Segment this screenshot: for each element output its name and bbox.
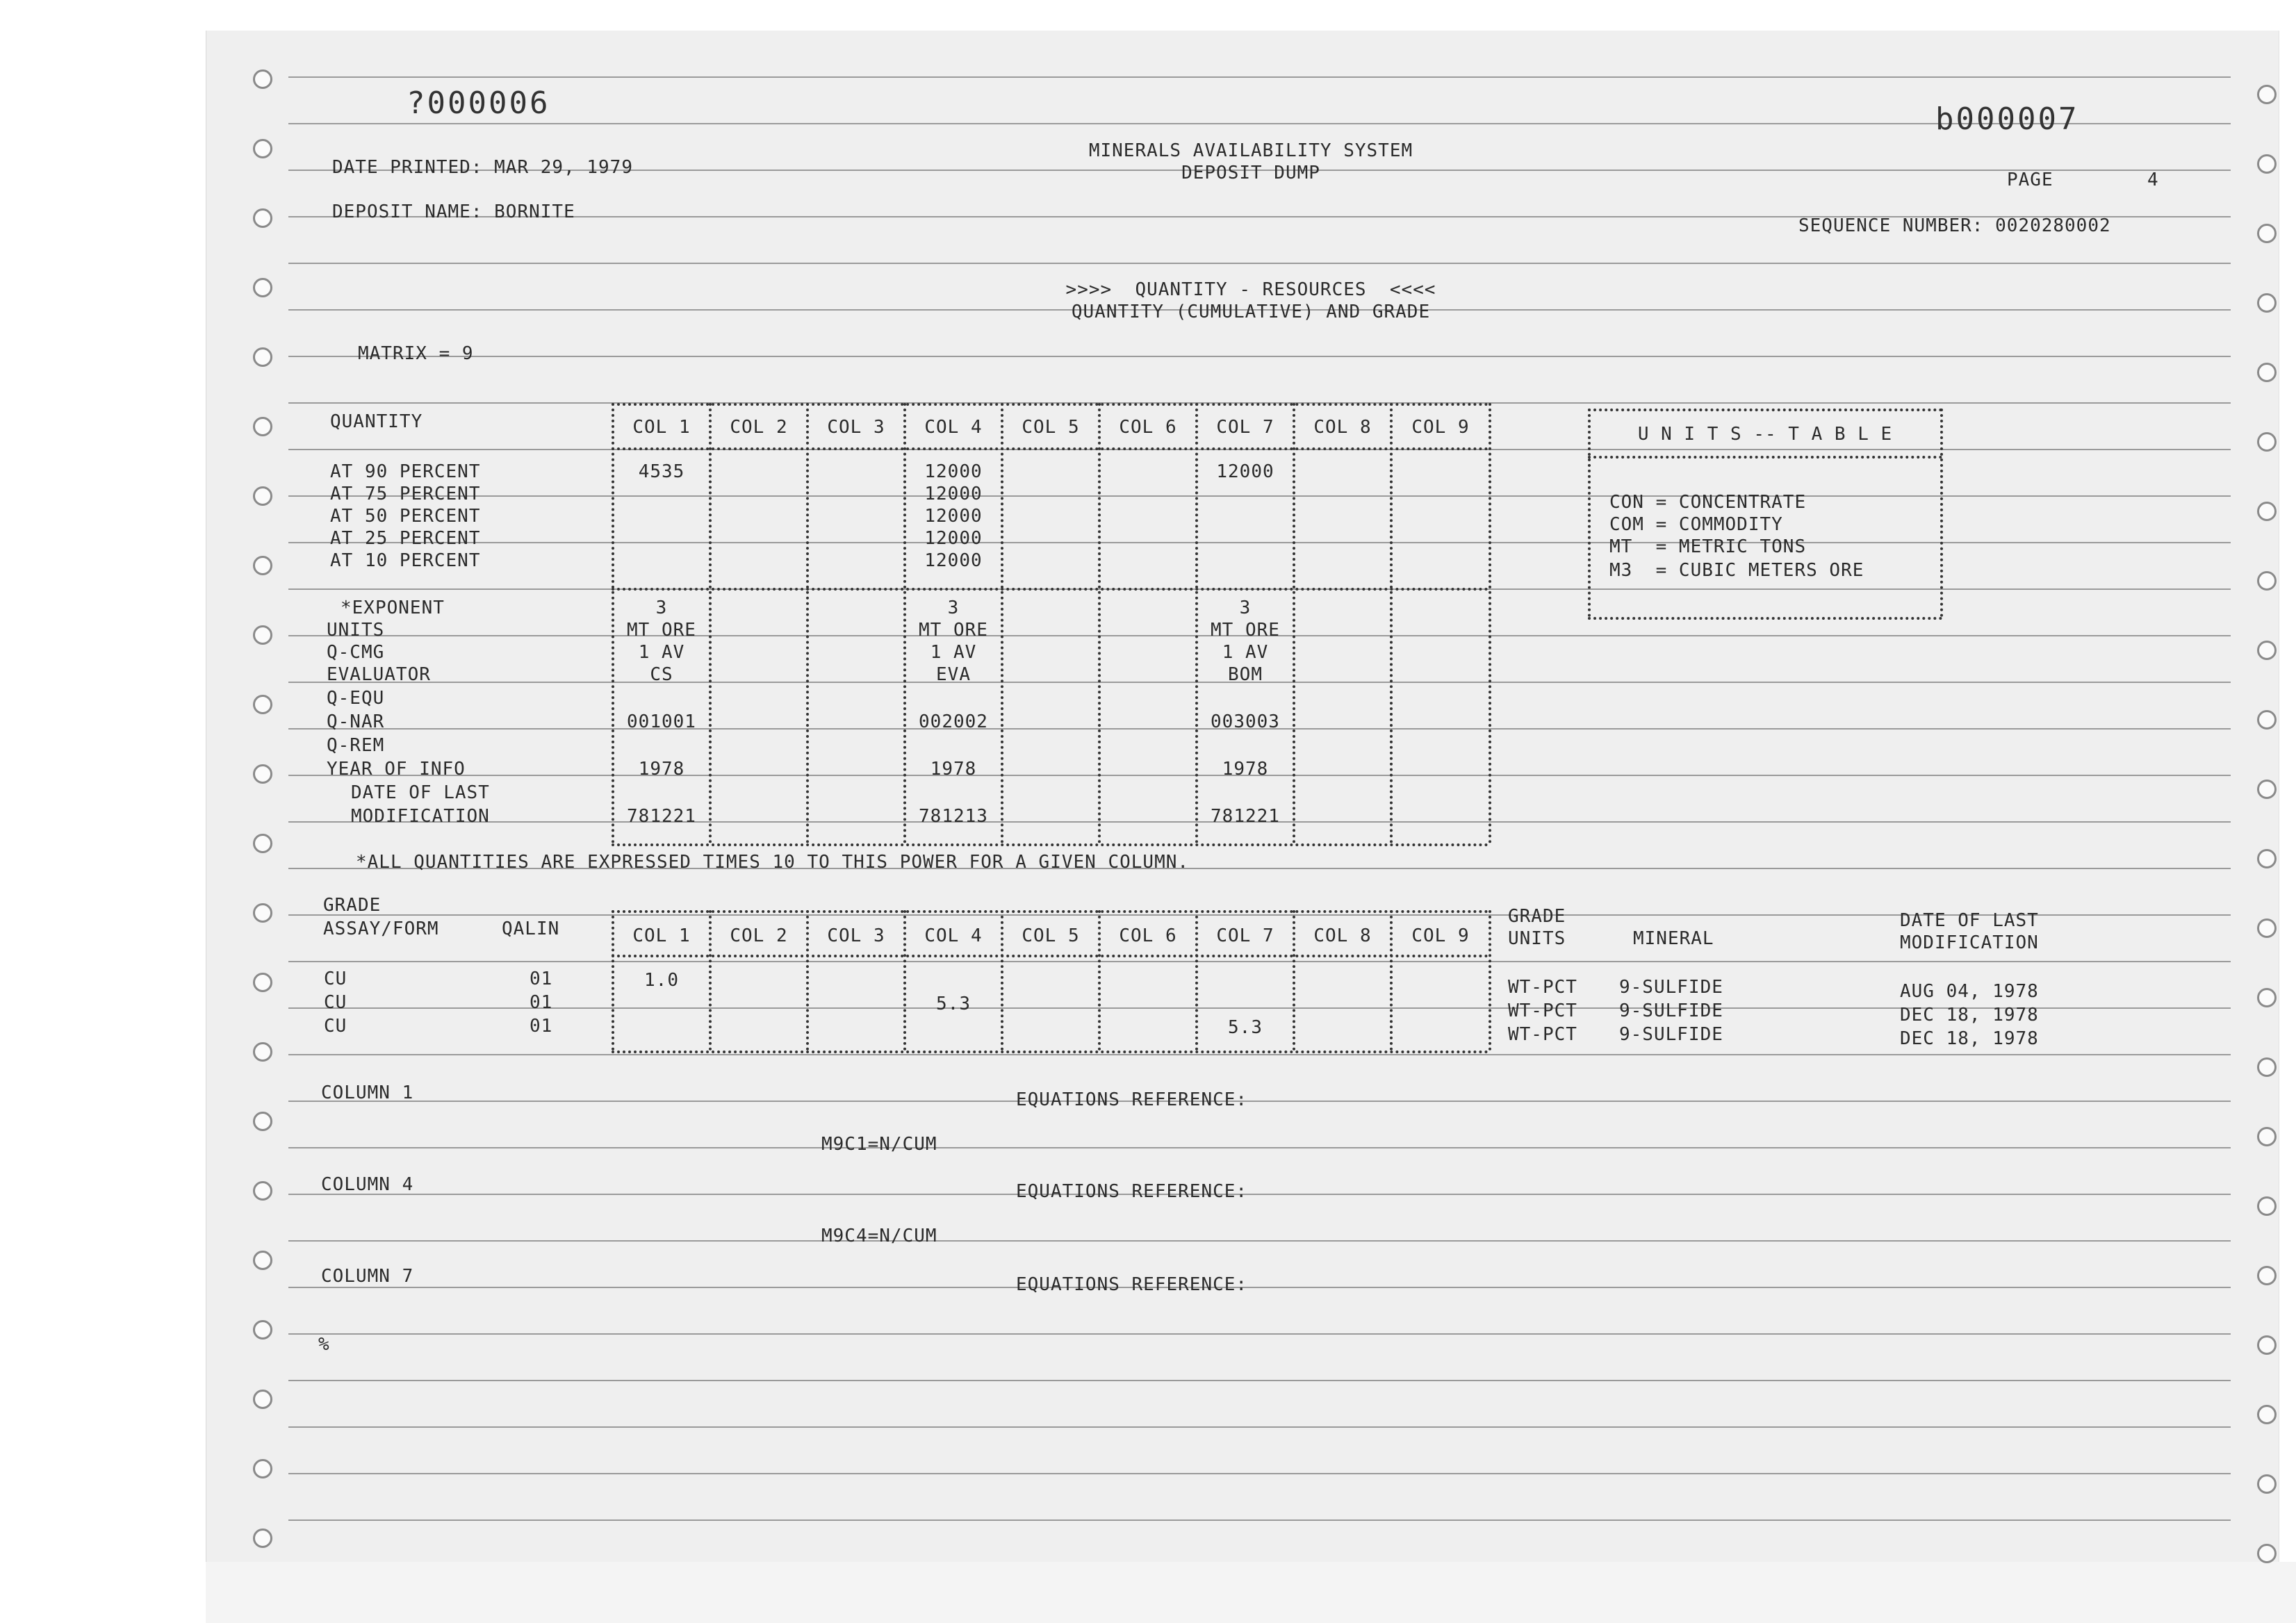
units-border-left [1588,409,1591,617]
grade-label: GRADE [323,895,382,916]
attribute-cell: 1 AV [638,642,685,663]
quantity-row-label: AT 90 PERCENT [330,461,481,482]
grade-column-header: COL 5 [1022,925,1080,946]
grade-column-header: COL 1 [632,925,691,946]
feed-hole-right [2257,710,2277,730]
grid-column-border [806,403,809,843]
units-entry: MT = METRIC TONS [1609,536,1807,557]
grid-rule-mid [612,588,1489,591]
ruled-line [288,1333,2231,1335]
quantity-row-label: AT 10 PERCENT [330,550,481,571]
column-header: COL 8 [1313,417,1372,438]
page-number: 4 [2147,170,2159,190]
feed-hole-right [2257,988,2277,1007]
units-table-title: U N I T S -- T A B L E [1637,424,1893,445]
units-label: UNITS [1508,928,1566,949]
feed-hole-left [253,903,272,923]
feed-hole-right [2257,1057,2277,1077]
grade-column-border [1195,910,1198,1051]
attribute-cell: 1978 [638,759,685,780]
grid-column-border [1098,403,1101,843]
column-header: COL 5 [1022,417,1080,438]
attribute-cell: 1 AV [930,642,977,663]
quantity-cell: 4535 [638,461,685,482]
feed-hole-left [253,1181,272,1201]
attribute-cell: CS [650,664,673,685]
mineral-label: MINERAL [1633,928,1714,949]
quantity-cell: 12000 [1216,461,1274,482]
grade-units: WT-PCT [1508,1000,1577,1021]
grid-column-border [1390,403,1393,843]
feed-hole-left [253,486,272,506]
attribute-cell: BOM [1228,664,1263,685]
attribute-cell: 3 [655,598,668,618]
stamp-number-left: ?000006 [407,85,550,121]
column-header: COL 9 [1411,417,1470,438]
system-title: MINERALS AVAILABILITY SYSTEM [1088,140,1413,161]
grade-rule-bottom [612,1051,1489,1053]
grade-units: WT-PCT [1508,1024,1577,1045]
feed-hole-left [253,764,272,784]
feed-hole-right [2257,293,2277,313]
grade-mineral: 9-SULFIDE [1619,1024,1723,1045]
feed-hole-left [253,1112,272,1131]
ruled-line [288,1519,2231,1521]
column-header: COL 6 [1119,417,1177,438]
column-header: COL 2 [730,417,788,438]
attribute-cell: MT ORE [919,620,988,641]
feed-hole-right [2257,363,2277,382]
attribute-cell: 1978 [1222,759,1269,780]
feed-hole-right [2257,641,2277,660]
attribute-cell: 1978 [930,759,977,780]
feed-hole-right [2257,849,2277,868]
grade-units: WT-PCT [1508,977,1577,998]
grade-cell: 1.0 [644,970,679,991]
grid-column-border [709,403,712,843]
attribute-cell: EVA [936,664,971,685]
grade-column-border [1489,910,1491,1051]
feed-hole-left [253,695,272,714]
feed-hole-right [2257,1196,2277,1216]
equation-formula-4: M9C4=N/CUM [821,1226,937,1246]
grade-qalin: 01 [530,969,553,989]
grade-column-border [1390,910,1393,1051]
ruled-line [288,961,2231,962]
feed-hole-right [2257,85,2277,104]
attribute-row-label: Q-NAR [327,711,385,732]
attribute-cell: 003003 [1211,711,1280,732]
ruled-line [288,356,2231,357]
date-printed: DATE PRINTED: MAR 29, 1979 [332,157,633,178]
grade-column-border [612,910,614,1051]
grid-column-border [612,403,614,843]
feed-hole-right [2257,571,2277,591]
grid-rule-bottom [612,843,1489,846]
end-mark: % [318,1334,330,1355]
feed-hole-left [253,625,272,645]
feed-hole-right [2257,1266,2277,1285]
equation-formula-1: M9C1=N/CUM [821,1134,937,1155]
feed-hole-left [253,208,272,228]
attribute-row-label: UNITS [327,620,385,641]
attribute-cell: MT ORE [1211,620,1280,641]
grid-column-border [1489,403,1491,843]
attribute-row-label: YEAR OF INFO [327,759,466,780]
column-header: COL 3 [827,417,885,438]
date-of-last-label: DATE OF LAST [1900,910,2039,931]
equation-label-7: EQUATIONS REFERENCE: [1016,1274,1248,1295]
quantity-row-label: AT 50 PERCENT [330,506,481,527]
feed-hole-left [253,417,272,436]
feed-hole-right [2257,432,2277,452]
quantity-cell: 12000 [924,506,983,527]
grade-column-border [1098,910,1101,1051]
units-entry: COM = COMMODITY [1609,514,1783,535]
ruled-line [288,1380,2231,1381]
feed-hole-left [253,1320,272,1340]
column-header: COL 7 [1216,417,1274,438]
feed-hole-left [253,1390,272,1409]
quantity-cell: 12000 [924,484,983,504]
units-border-right [1940,409,1943,617]
attribute-cell: 001001 [627,711,696,732]
section-title: >>>> QUANTITY - RESOURCES <<<< [1065,279,1436,300]
attribute-row-label: Q-EQU [327,688,385,709]
grade-assay: CU [324,992,347,1013]
feed-hole-left [253,1251,272,1270]
units-rule-header [1588,456,1942,459]
grade-column-header: COL 9 [1411,925,1470,946]
attribute-row-label: *EXPONENT [341,598,445,618]
equation-column-1: COLUMN 1 [321,1082,414,1103]
sheet-margin [206,1562,2296,1623]
grade-column-header: COL 6 [1119,925,1177,946]
grade-column-border [903,910,906,1051]
grade-date: DEC 18, 1978 [1900,1005,2039,1025]
ruled-line [288,1147,2231,1148]
ruled-line [288,1194,2231,1195]
grade-column-border [1001,910,1003,1051]
feed-hole-left [253,556,272,575]
feed-hole-right [2257,502,2277,521]
grade-column-header: COL 2 [730,925,788,946]
units-rule-bottom [1588,617,1942,620]
feed-hole-right [2257,1544,2277,1563]
feed-hole-left [253,347,272,367]
column-header: COL 4 [924,417,983,438]
grade-column-header: COL 4 [924,925,983,946]
grade-qalin: 01 [530,992,553,1013]
grade-column-header: COL 7 [1216,925,1274,946]
grade-column-border [1293,910,1295,1051]
feed-hole-left [253,139,272,158]
grade-rule-top [612,910,1489,913]
attribute-cell: 781213 [919,806,988,827]
attribute-cell: MT ORE [627,620,696,641]
feed-hole-left [253,1529,272,1548]
attribute-cell: 002002 [919,711,988,732]
feed-hole-right [2257,1474,2277,1494]
units-rule-top [1588,409,1942,411]
printout-sheet [206,31,2279,1562]
grade-cell: 5.3 [1228,1017,1263,1038]
stamp-number-right: b000007 [1935,101,2079,137]
attribute-cell: 3 [1239,598,1252,618]
grade-rule-header [612,955,1489,957]
units-entry: CON = CONCENTRATE [1609,492,1807,513]
grid-column-border [1195,403,1198,843]
equation-label-4: EQUATIONS REFERENCE: [1016,1181,1248,1202]
ruled-line [288,1473,2231,1474]
attribute-row-label: Q-CMG [327,642,385,663]
ruled-line [288,1054,2231,1055]
grade-column-header: COL 3 [827,925,885,946]
grade-cell: 5.3 [936,994,971,1014]
ruled-line [288,263,2231,264]
units-entry: M3 = CUBIC METERS ORE [1609,560,1864,581]
equation-column-7: COLUMN 7 [321,1266,414,1287]
ruled-line [288,76,2231,78]
feed-hole-left [253,834,272,853]
grade-mineral: 9-SULFIDE [1619,977,1723,998]
feed-hole-right [2257,918,2277,938]
deposit-name: DEPOSIT NAME: BORNITE [332,201,575,222]
grade-date: DEC 18, 1978 [1900,1028,2039,1049]
grade-column-border [709,910,712,1051]
assay-form-label: ASSAY/FORM [323,918,439,939]
quantity-row-label: AT 75 PERCENT [330,484,481,504]
sequence-number: SEQUENCE NUMBER: 0020280002 [1798,215,2111,236]
ruled-line [288,495,2231,497]
grade-mineral: 9-SULFIDE [1619,1000,1723,1021]
quantity-footnote: *ALL QUANTITIES ARE EXPRESSED TIMES 10 TO THIS POWER FOR A GIVEN COLUMN. [356,852,1190,873]
grid-rule-header [612,447,1489,450]
qalin-label: QALIN [502,918,560,939]
quantity-label: QUANTITY [330,411,423,432]
column-header: COL 1 [632,417,691,438]
grid-column-border [1001,403,1003,843]
grid-rule-top [612,403,1489,406]
feed-hole-left [253,278,272,297]
feed-hole-right [2257,1335,2277,1355]
attribute-cell: 781221 [627,806,696,827]
equation-label-1: EQUATIONS REFERENCE: [1016,1089,1248,1110]
feed-hole-right [2257,224,2277,243]
grade-date: AUG 04, 1978 [1900,981,2039,1002]
grade-column-border [806,910,809,1051]
report-name: DEPOSIT DUMP [1181,163,1320,183]
attribute-cell: 1 AV [1222,642,1269,663]
feed-hole-right [2257,780,2277,799]
matrix-label: MATRIX = 9 [358,343,474,364]
grade-assay: CU [324,1016,347,1037]
feed-hole-left [253,973,272,992]
ruled-line [288,1287,2231,1288]
attribute-row-label: EVALUATOR [327,664,431,685]
grid-column-border [1293,403,1295,843]
quantity-cell: 12000 [924,528,983,549]
grid-column-border [903,403,906,843]
attribute-row-label: DATE OF LAST [351,782,490,803]
attribute-cell: 3 [947,598,960,618]
grade-right-label: GRADE [1508,906,1566,927]
ruled-line [288,1101,2231,1102]
ruled-line [288,542,2231,543]
attribute-row-label: Q-REM [327,735,385,756]
feed-hole-left [253,69,272,89]
feed-hole-right [2257,1405,2277,1424]
quantity-cell: 12000 [924,461,983,482]
feed-hole-left [253,1459,272,1478]
feed-hole-left [253,1042,272,1062]
modification-label: MODIFICATION [1900,932,2039,953]
equation-column-4: COLUMN 4 [321,1174,414,1195]
ruled-line [288,1240,2231,1242]
section-subtitle: QUANTITY (CUMULATIVE) AND GRADE [1071,302,1431,322]
attribute-cell: 781221 [1211,806,1280,827]
feed-hole-right [2257,154,2277,174]
grade-column-header: COL 8 [1313,925,1372,946]
grade-qalin: 01 [530,1016,553,1037]
attribute-row-label: MODIFICATION [351,806,490,827]
quantity-cell: 12000 [924,550,983,571]
page-label: PAGE [2007,170,2053,190]
quantity-row-label: AT 25 PERCENT [330,528,481,549]
feed-hole-right [2257,1127,2277,1146]
ruled-line [288,1426,2231,1428]
grade-assay: CU [324,969,347,989]
